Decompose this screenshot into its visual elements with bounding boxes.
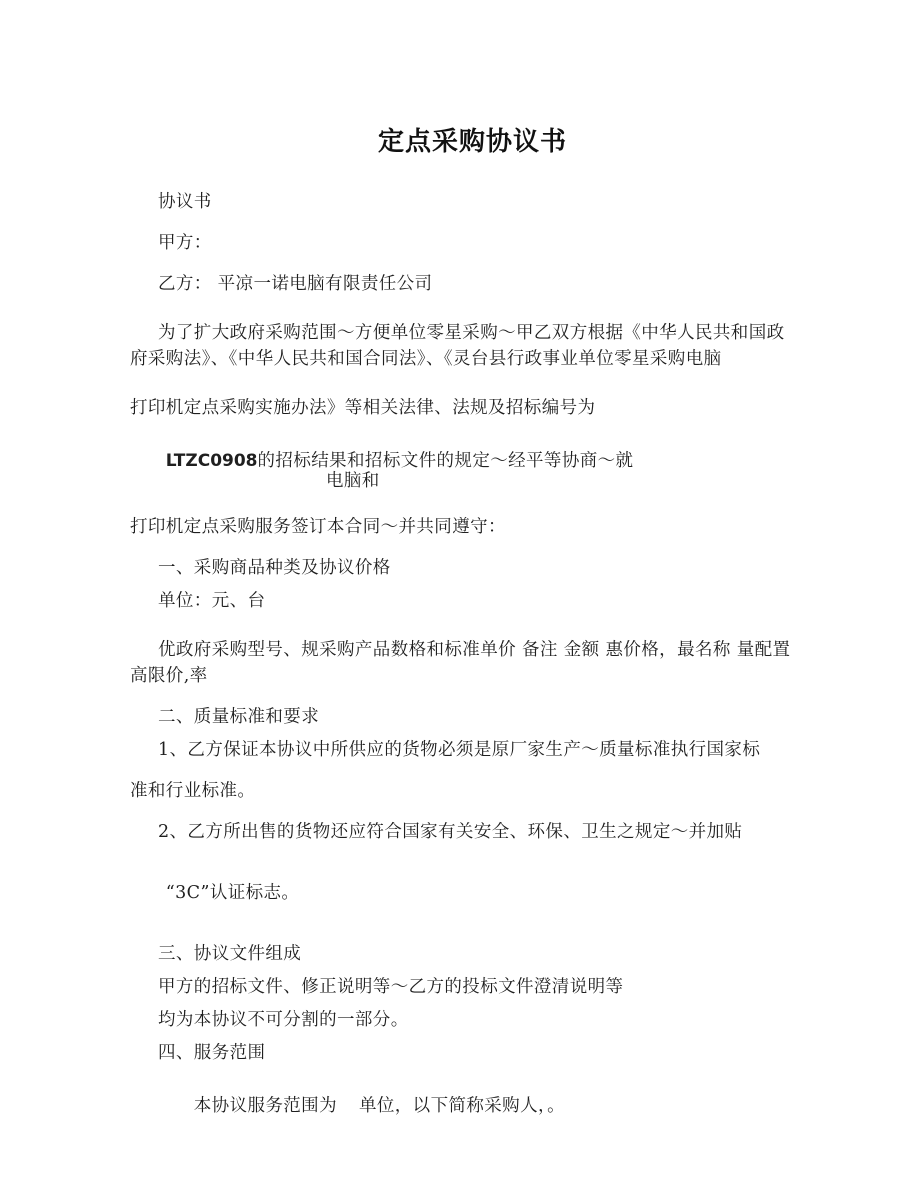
agreement-label: 协议书 bbox=[158, 192, 212, 212]
section-1-heading: 一、采购商品种类及协议价格 bbox=[158, 558, 391, 578]
recital-line-3: 打印机定点采购实施办法》等相关法律、法规及招标编号为 bbox=[130, 398, 596, 418]
section-2-clause-1-line-1: 1、乙方保证本协议中所供应的货物必须是原厂家生产～质量标准执行国家标 bbox=[158, 740, 761, 760]
recital-line-2: 府采购法》、《中华人民共和国合同法》、《灵台县行政事业单位零星采购电脑 bbox=[130, 349, 722, 369]
document-body bbox=[130, 192, 792, 1136]
recital-line-5: 打印机定点采购服务签订本合同～并共同遵守： bbox=[130, 517, 506, 537]
cert-mark-suffix: 认证标志。 bbox=[209, 883, 300, 903]
section-1-unit-line: 单位：元、台 bbox=[158, 591, 266, 611]
party-b-line: 乙方： 平凉一诺电脑有限责任公司 bbox=[158, 274, 433, 294]
section-2-heading: 二、质量标准和要求 bbox=[158, 707, 320, 727]
service-scope-prefix: 本协议服务范围为 bbox=[193, 1096, 337, 1116]
section-4-heading: 四、服务范围 bbox=[158, 1043, 266, 1063]
bid-number-value: LTZC0908 bbox=[165, 451, 258, 471]
price-table-header-line-2: 高限价,率 bbox=[130, 666, 208, 686]
page-title: 定点采购协议书 bbox=[377, 127, 567, 157]
price-table-header-line-1: 优政府采购型号、规采购产品数格和标准单价 备注 金额 惠价格，最名称 量配置 bbox=[158, 640, 791, 660]
section-3-line-2: 均为本协议不可分割的一部分。 bbox=[158, 1010, 409, 1030]
party-a-line: 甲方： bbox=[158, 233, 212, 253]
recital-line-4-post: 电脑和 bbox=[326, 471, 380, 491]
section-2-clause-1-line-2: 准和行业标准。 bbox=[130, 781, 256, 801]
service-scope-suffix: 单位，以下简称采购人，。 bbox=[358, 1096, 566, 1116]
section-4-line-1 bbox=[130, 1076, 792, 1136]
section-2-clause-2-line-1: 2、乙方所出售的货物还应符合国家有关安全、环保、卫生之规定～并加贴 bbox=[158, 822, 743, 842]
recital-line-4-pre: 的招标结果和招标文件的规定～经平等协商～就 bbox=[257, 451, 634, 471]
section-3-line-1: 甲方的招标文件、修正说明等～乙方的投标文件澄清说明等 bbox=[158, 977, 624, 997]
recital-line-4 bbox=[130, 431, 792, 511]
section-2-clause-2-line-2 bbox=[130, 863, 792, 923]
recital-line-1: 为了扩大政府采购范围～方便单位零星采购～甲乙双方根据《中华人民共和国政 bbox=[158, 323, 785, 343]
section-3-heading: 三、协议文件组成 bbox=[158, 944, 302, 964]
cert-mark-label: “3C” bbox=[165, 883, 210, 903]
